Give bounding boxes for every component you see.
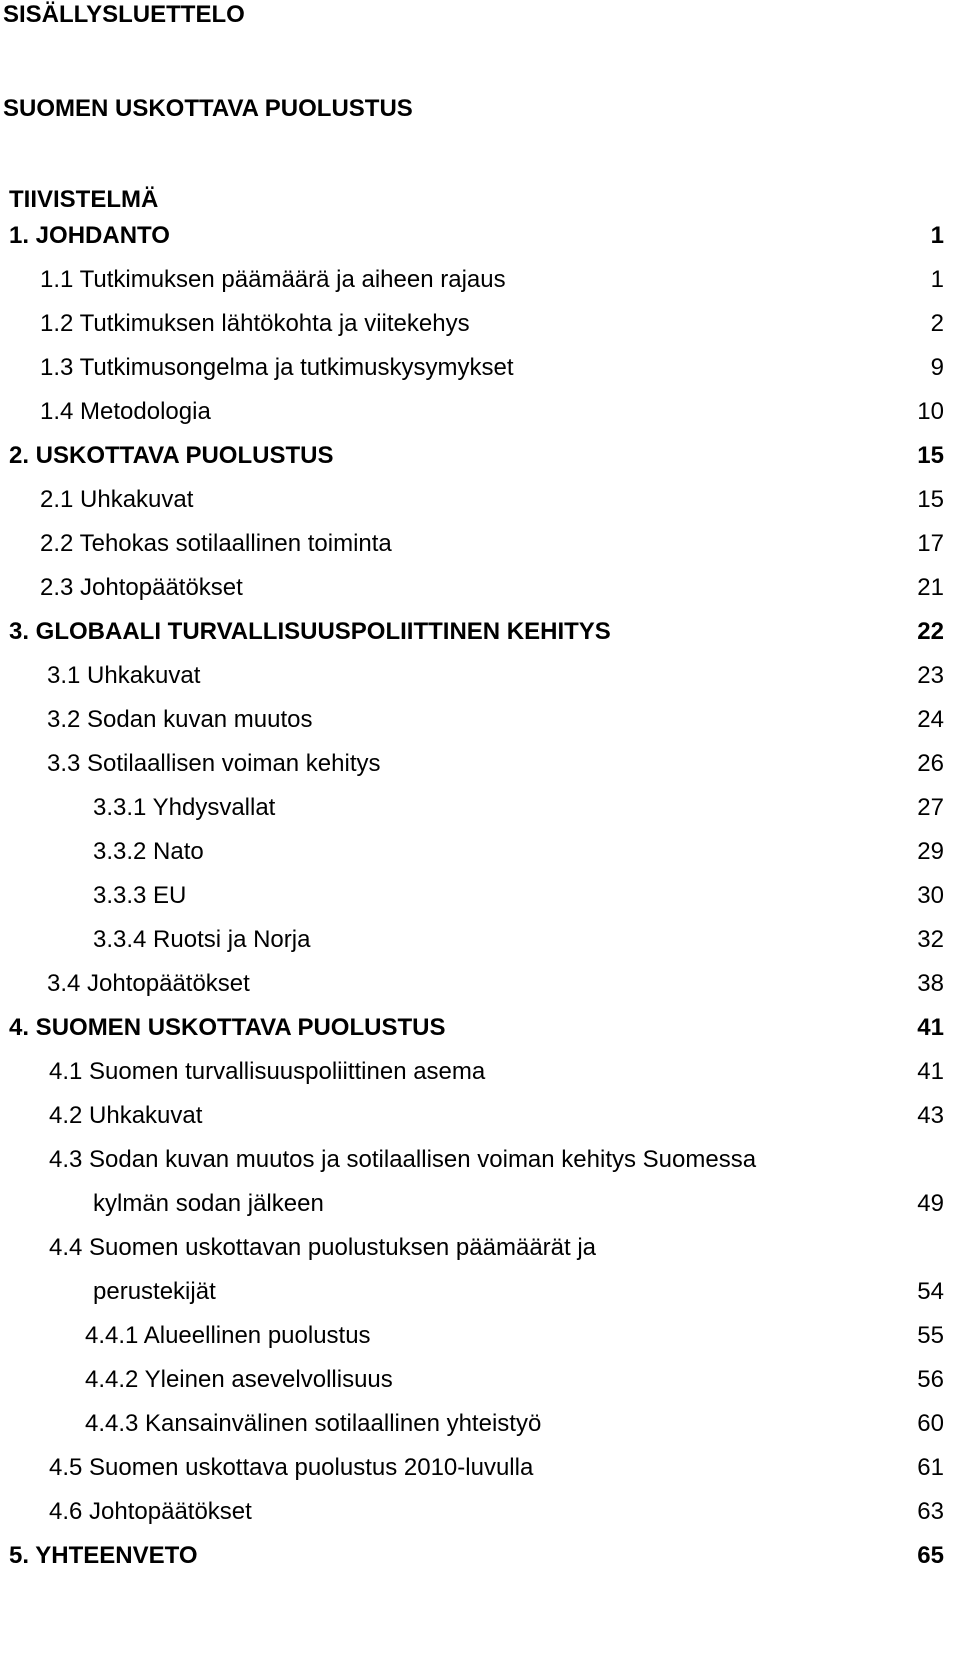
toc-entry [0,1363,960,1397]
toc-entry-page-number: 26 [917,750,944,777]
toc-entry [0,571,960,605]
toc-entry [0,1055,960,1089]
toc-entry-page-number: 43 [917,1102,944,1129]
toc-entry-page-number: 63 [917,1498,944,1525]
toc-entry [0,615,960,649]
toc-entry-label: 3. GLOBAALI TURVALLISUUSPOLIITTINEN KEHITYS [9,618,611,645]
toc-entry [0,659,960,693]
toc-entry-page-number: 29 [917,838,944,865]
toc-entry [0,307,960,341]
toc-entry [0,527,960,561]
toc-entry [0,923,960,957]
toc-entry [0,967,960,1001]
toc-entry [0,879,960,913]
toc-entry-label: 2. USKOTTAVA PUOLUSTUS [9,442,334,469]
toc-entry-label: 1. JOHDANTO [9,222,170,249]
toc-entry-label: 4.4.3 Kansainvälinen sotilaallinen yhteistyö [85,1410,542,1437]
toc-entry-label: 3.4 Johtopäätökset [47,970,250,997]
toc-entry-label: 1.1 Tutkimuksen päämäärä ja aiheen rajaus [40,266,506,293]
toc-entry [0,1275,960,1309]
toc-entry [0,791,960,825]
toc-entry-label: 1.3 Tutkimusongelma ja tutkimuskysymykset [40,354,514,381]
toc-entry-label: 2.2 Tehokas sotilaallinen toiminta [40,530,392,557]
abstract-heading: TIIVISTELMÄ [9,186,159,213]
toc-entry [0,1099,960,1133]
toc-entry-label: 4.5 Suomen uskottava puolustus 2010-luvulla [49,1454,534,1481]
toc-entry-label: 5. YHTEENVETO [9,1542,198,1569]
toc-entry [0,351,960,385]
toc-entry-page-number: 41 [917,1014,944,1041]
toc-entry-label: 4.1 Suomen turvallisuuspoliittinen asema [49,1058,486,1085]
toc-entry-page-number: 32 [917,926,944,953]
toc-entry-label: 1.4 Metodologia [40,398,211,425]
toc-entry-label: kylmän sodan jälkeen [93,1190,324,1217]
toc-entry-label: 3.3.4 Ruotsi ja Norja [93,926,311,953]
toc-entry [0,1011,960,1045]
toc-entry [0,439,960,473]
toc-entry-label: 2.3 Johtopäätökset [40,574,243,601]
toc-entry-label: 4.6 Johtopäätökset [49,1498,252,1525]
toc-entry-page-number: 10 [917,398,944,425]
toc-entry-page-number: 17 [917,530,944,557]
toc-entry-page-number: 65 [917,1542,944,1569]
toc-entry-page-number: 21 [917,574,944,601]
toc-entry-page-number: 9 [930,354,944,381]
toc-entry [0,395,960,429]
toc-entry-page-number: 22 [917,618,944,645]
toc-entry-page-number: 30 [917,882,944,909]
toc-entry-label: 3.3.2 Nato [93,838,204,865]
toc-entry [0,1495,960,1529]
toc-entry-label: 4.4.2 Yleinen asevelvollisuus [85,1366,393,1393]
toc-entry-label: 3.2 Sodan kuvan muutos [47,706,313,733]
toc-entry-page-number: 49 [917,1190,944,1217]
toc-entry-page-number: 55 [917,1322,944,1349]
toc-entry-label: 3.3.1 Yhdysvallat [93,794,276,821]
toc-entry-label: 1.2 Tutkimuksen lähtökohta ja viitekehys [40,310,470,337]
toc-entry-page-number: 24 [917,706,944,733]
toc-entry-label: 4.4.1 Alueellinen puolustus [85,1322,371,1349]
toc-entry-page-number: 41 [917,1058,944,1085]
toc-entry [0,1407,960,1441]
toc-entry [0,1231,960,1265]
toc-entry-label: 4.3 Sodan kuvan muutos ja sotilaallisen voiman kehitys Suomessa [49,1146,757,1173]
toc-entry [0,1187,960,1221]
toc-entry [0,703,960,737]
toc-entry-page-number: 56 [917,1366,944,1393]
toc-entry-page-number: 54 [917,1278,944,1305]
toc-entry [0,483,960,517]
toc-entry [0,1319,960,1353]
toc-entry-page-number: 2 [930,310,944,337]
toc-entry [0,835,960,869]
toc-entry-label: 2.1 Uhkakuvat [40,486,194,513]
toc-entry-label: 3.1 Uhkakuvat [47,662,201,689]
page-title: SISÄLLYSLUETTELO [3,1,245,28]
toc-entry-label: 3.3 Sotilaallisen voiman kehitys [47,750,381,777]
toc-entry-page-number: 1 [930,266,944,293]
document-subtitle: SUOMEN USKOTTAVA PUOLUSTUS [3,95,413,122]
toc-entry-page-number: 23 [917,662,944,689]
toc-entry-page-number: 61 [917,1454,944,1481]
toc-entry-label: 4. SUOMEN USKOTTAVA PUOLUSTUS [9,1014,446,1041]
toc-entry-page-number: 15 [917,486,944,513]
toc-entry [0,1539,960,1573]
toc-entry-page-number: 1 [930,222,944,249]
toc-entry-page-number: 15 [917,442,944,469]
toc-entry-label: 4.2 Uhkakuvat [49,1102,203,1129]
toc-entry [0,1143,960,1177]
toc-entry [0,747,960,781]
toc-entry-label: 4.4 Suomen uskottavan puolustuksen päämäärät ja [49,1234,597,1261]
toc-entry-page-number: 27 [917,794,944,821]
toc-entry [0,219,960,253]
toc-entry-page-number: 60 [917,1410,944,1437]
toc-entry-label: 3.3.3 EU [93,882,187,909]
toc-entry-label: perustekijät [93,1278,216,1305]
toc-entry [0,1451,960,1485]
toc-entry [0,263,960,297]
toc-entry-page-number: 38 [917,970,944,997]
